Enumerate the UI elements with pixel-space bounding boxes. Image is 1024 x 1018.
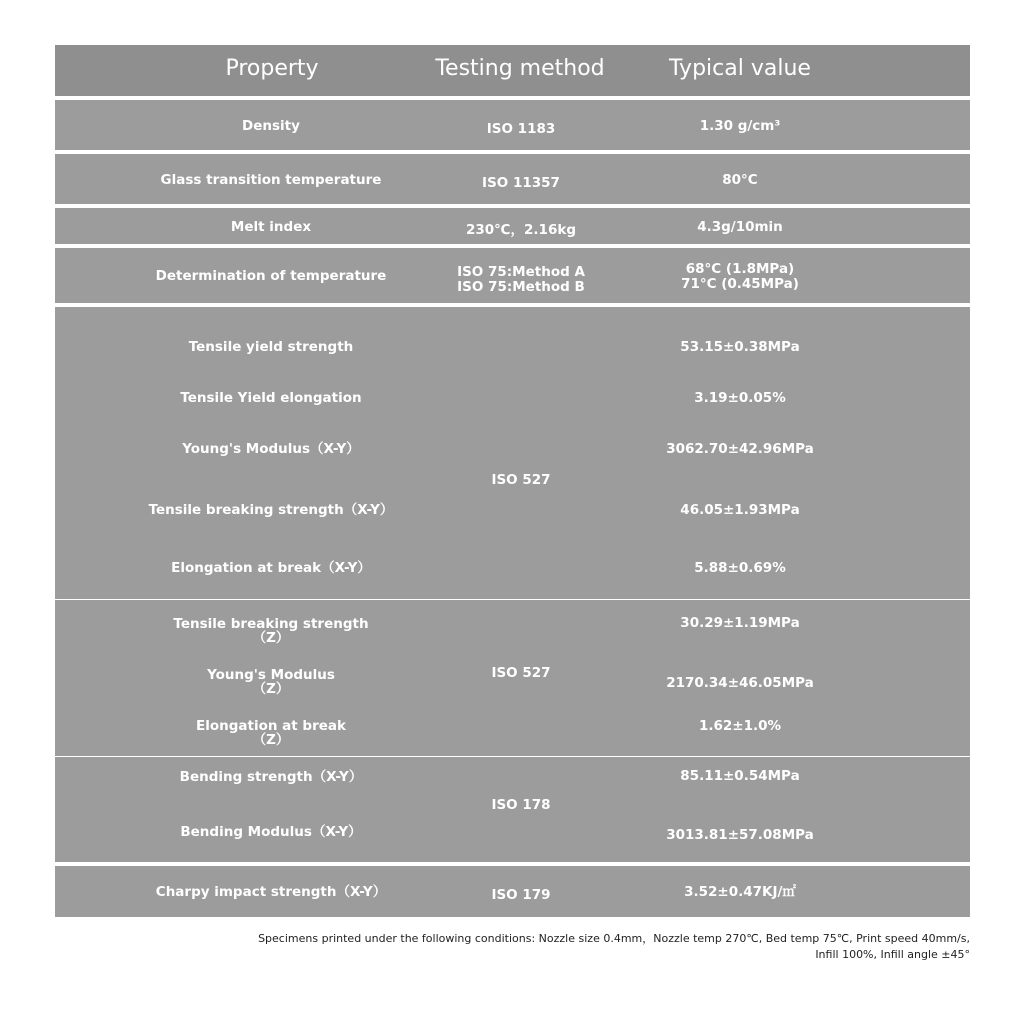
value-elongation-break-z: 1.62±1.0% bbox=[698, 718, 782, 734]
value-melt-index: 4.3g/10min bbox=[697, 219, 783, 235]
value-tensile-yield-strength: 53.15±0.38MPa bbox=[680, 339, 800, 355]
value-bending-strength: 85.11±0.54MPa bbox=[680, 768, 800, 784]
footnote-line-2: Infill 100%, Infill angle ±45° bbox=[815, 948, 970, 961]
property-elongation-break-z-sub: （Z） bbox=[252, 732, 290, 748]
method-melt-index: 230℃，2.16kg bbox=[466, 222, 576, 238]
value-tensile-breaking-strength-z: 30.29±1.19MPa bbox=[680, 615, 800, 631]
header-property: Property bbox=[225, 56, 319, 81]
value-tensile-yield-elongation: 3.19±0.05% bbox=[694, 390, 786, 406]
property-glass-transition: Glass transition temperature bbox=[160, 172, 382, 188]
header-typical-value: Typical value bbox=[669, 56, 811, 81]
property-youngs-modulus-z-sub: （Z） bbox=[252, 681, 290, 697]
method-iso75-a: ISO 75:Method A bbox=[457, 264, 585, 280]
value-charpy-impact: 3.52±0.47KJ/㎡ bbox=[684, 884, 796, 900]
value-temp-a: 68°C (1.8MPa) bbox=[685, 261, 795, 277]
value-elongation-break-xy: 5.88±0.69% bbox=[694, 560, 786, 576]
value-glass-transition: 80°C bbox=[722, 172, 758, 188]
value-tensile-breaking-strength-xy: 46.05±1.93MPa bbox=[680, 502, 800, 518]
property-elongation-break-z: Elongation at break bbox=[195, 718, 346, 734]
property-determination-temperature: Determination of temperature bbox=[155, 268, 387, 284]
method-iso179: ISO 179 bbox=[491, 887, 551, 903]
property-melt-index: Melt index bbox=[230, 219, 312, 235]
property-tensile-breaking-strength-xy: Tensile breaking strength（X-Y） bbox=[148, 502, 394, 518]
property-elongation-break-xy: Elongation at break（X-Y） bbox=[171, 560, 371, 576]
method-iso75-b: ISO 75:Method B bbox=[457, 279, 585, 295]
footnote-line-1: Specimens printed under the following conditions: Nozzle size 0.4mm，Nozzle temp 270℃, Bed temp 75℃, Print speed 40mm/s, bbox=[258, 932, 970, 945]
method-iso527-z: ISO 527 bbox=[491, 665, 551, 681]
method-glass-transition: ISO 11357 bbox=[482, 175, 560, 191]
property-tensile-breaking-strength-z-sub: （Z） bbox=[252, 630, 290, 646]
property-tensile-breaking-strength-z: Tensile breaking strength bbox=[173, 616, 369, 632]
value-youngs-modulus-xy: 3062.70±42.96MPa bbox=[666, 441, 814, 457]
footnote bbox=[210, 931, 970, 963]
header-testing-method: Testing method bbox=[435, 56, 605, 81]
property-youngs-modulus-z: Young's Modulus bbox=[207, 667, 335, 683]
property-youngs-modulus-xy: Young's Modulus（X-Y） bbox=[182, 441, 360, 457]
value-bending-modulus: 3013.81±57.08MPa bbox=[666, 827, 814, 843]
property-tensile-yield-elongation: Tensile Yield elongation bbox=[180, 390, 362, 406]
property-tensile-yield-strength: Tensile yield strength bbox=[188, 339, 354, 355]
value-temp-b: 71°C (0.45MPa) bbox=[681, 276, 799, 292]
property-bending-modulus: Bending Modulus（X-Y） bbox=[180, 824, 362, 840]
value-youngs-modulus-z: 2170.34±46.05MPa bbox=[666, 675, 814, 691]
property-bending-strength: Bending strength（X-Y） bbox=[179, 769, 363, 785]
method-iso527-xy: ISO 527 bbox=[491, 472, 551, 488]
method-iso178: ISO 178 bbox=[491, 797, 551, 813]
property-charpy-impact: Charpy impact strength（X-Y） bbox=[155, 884, 387, 900]
property-density: Density bbox=[242, 118, 300, 134]
method-density: ISO 1183 bbox=[486, 121, 556, 137]
value-density: 1.30 g/cm³ bbox=[699, 118, 781, 134]
